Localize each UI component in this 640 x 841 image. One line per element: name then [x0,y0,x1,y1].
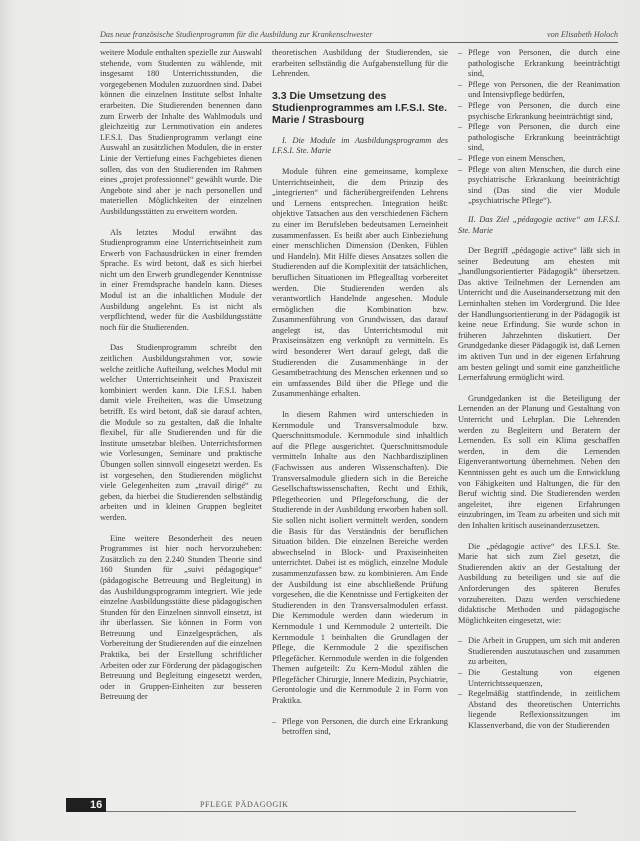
footer [66,798,576,812]
running-head-title: Das neue französische Studienprogramm für die Ausbildung zur Krankenschwester [100,30,373,39]
list-item: – Pflege von alten Menschen, die durch eine psychiatrische Erkrankung beeinträchtigt sind (Das sind die vier Module „psychiatrische Pflege“). [458,165,620,207]
list-item: – Pflege von Personen, die durch eine psychische Erkrankung beeinträchtigt sind, [458,101,620,122]
subsection-heading: I. Die Module im Ausbildungsprogramm des I.F.S.I. Ste. Marie [272,135,448,156]
paragraph: Module führen eine gemeinsame, komplexe Unterrichtseinheit, die dem Prinzip des „integrierten“ und fächerübergreifenden Lehrens und Lernens entsprechen. Integration heißt: objektive Tatsachen aus den verschiedenen Fächern zu einer im Berufsleben bedeutsamen Lerneinheit zusammenfassen. Es heißt aber auch Einbeziehung einer menschlichen Dimension (Denken, Fühlen und Handeln). Mit Hilfe dieses Ansatzes sollen die Studierenden auf die Komplexität der tatsächlichen, beruflichen Situationen im Pflegealltag vorbereitet werden. Die Studierenden werden als verantwortlich Handelnde angesehen. Module ermöglichen die Kombination bzw. Zusammenführung von Grundwissen, das darauf angelegt ist, das Unterrichtsmodul mit Praxiseinsätzen eng verknüpft zu vermitteln. Es wird besonderer Wert darauf gelegt, daß die Studierenden die Zusammenhänge in der Gesamtbetrachtung des Menschen erkennen und so ein umfassendes Bild über die Pflege und die Zusammenhänge erhalten. [272,166,448,399]
list-item: – Pflege von einem Menschen, [458,154,620,165]
paragraph: theoretischen Ausbildung der Studierenden, sie erarbeiten selbständig die Aufgabenstellung für die Lehrenden. [272,48,448,79]
column-3 [458,48,620,740]
running-head [100,30,618,43]
bullet-list [272,717,448,738]
paragraph: Grundgedanken ist die Beteiligung der Lernenden an der Planung und Gestaltung von Unterricht und Lehrplan. Die Lehrenden werden zu Begleitern und Beratern der Lernenden. Es soll ein Klima geschaffen werden, in dem die Lernenden Eigenverantwortung übernehmen. Neben den Kenntnissen geht es auch um die Entwicklung von Fähigkeiten und Haltungen, die für den Beruf wichtig sind. Die Studierenden werden angeleitet, ihre eigenen Erfahrungen einzubringen, im Team zu arbeiten und sich mit den Inhalten kritisch auseinanderzusetzen. [458,393,620,530]
list-item: – Pflege von Personen, die durch eine pathologische Erkrankung beeinträchtigt sind, [458,48,620,80]
paragraph: Der Begriff „pédagogie active“ läßt sich in seiner Bedeutung am ehesten mit „handlungsorientierter Pädagogik“ übersetzen. Das aktive Teilnehmen der Lernenden am Unterricht und die Auseinandersetzung mit den Lerninhalten stehen im Vordergrund. Die Idee der Handlungsorientierung in der Pädagogik ist keine neue Erfindung. Sie wurde schon in früheren Jahrzehnten diskutiert. Der Grundgedanke dieser Pädagogik ist, daß Lernen im aktiven Tun und in der eigenen Erfahrung am besten gelingt und somit eine ganzheitliche Lernerfahrung ermöglicht wird. [458,246,620,383]
section-heading: 3.3 Die Umsetzung des Studienprogrammes am I.F.S.I. Ste. Marie / Strasbourg [272,89,448,126]
list-item: – Pflege von Personen, die durch eine pathologische Erkrankung beeinträchtigt sind, [458,122,620,154]
column-1 [100,48,262,713]
journal-name: PFLEGE PÄDAGOGIK [200,800,289,809]
paragraph: In diesem Rahmen wird unterschieden in Kernmodule und Transversalmodule bzw. Querschnittsmodule. Kernmodule sind inhaltlich auf die Pflege ausgerichtet. Querschnittsmodule vermitteln Inhalte aus den Nachbardisziplinen (Fachwissen aus anderen Wissenschaften). Die Transversalmodule gliedern sich in die Bereiche Gesellschaftswissenschaften, Recht und Ethik, Pflegetheorien und Pflegeforschung, die der Studierende in der Ausbildung erworben haben soll. Sie sollen nicht isoliert vermittelt werden, sondern die Basis für das Verständnis der beruflichen Situation bilden. Die einzelnen Bereiche werden abwechselnd in Block- und Praxiseinheiten unterrichtet. Dabei ist es möglich, einzelne Module zusammenzufassen bzw. zu kombinieren. Am Ende der Ausbildung ist eine abschließende Prüfung vorgesehen, die die Kenntnisse und Fertigkeiten der Studierenden in den Transversalmodulen erfasst. Die Kernmodule werden dann wiederum in Kernmodule 1 und Kernmodule 2 unterteilt. Die Kernmodule 1 beinhalten die Grundlagen der Pflege, die Kernmodule 2 die spezifischen Pflegefächer. Kernmodule werden in die folgenden Themen aufgeteilt: Zu Kern-Modul zählen die Pflegefächer Chirurgie, Innere Medizin, Psychiatrie, Gerontologie und die Kernmodule 2 in Form von Praktika. [272,410,448,706]
page-number: 16 [90,799,103,811]
paragraph: weitere Module enthalten spezielle zur Auswahl stehende, vom Studenten zu wählende, mit insgesamt 180 Unterrichtsstunden, die vorgegebenen Modulen zuzuordnen sind. Dabei können die einzelnen Institute selbst Inhalte erarbeiten. Die Studierenden benennen dann zum Erwerb der Inhalte des Wahlmoduls und gleichzeitig zur Lernmotivation ein anderes I.F.S.I. Das Studienprogramm verlangt eine Auswahl an zusätzlichen Modulen, die in erster Linie der Vertiefung eines Fachgebietes dienen sollen, das von den Studierenden im Rahmen eines „projet professionnel“ gewählt wurde. Die Angebote sind aber je nach personellen und materiellen Möglichkeiten der einzelnen Ausbildungsstätten zu erweitern worden. [100,48,262,216]
paragraph: Als letztes Modul erwähnt das Studienprogramm eine Unterrichtseinheit zum Erwerb von Fachausdrücken in einer fremden Sprache. Es wird betont, daß es sich hierbei nicht um den Erwerb grundlegender Kenntnisse in einer Fremdsprache handeln kann. Dieses Modul ist an die inhaltlichen Module der Ausbildung angelehnt. Es ist nicht als verpflichtend, weder für die Ausbildungsstätte noch für die Studierenden. [100,227,262,332]
running-head-author: von Elisabeth Holoch [547,30,618,39]
footer-rule [106,811,576,812]
paragraph: Eine weitere Besonderheit des neuen Programmes ist hier noch hervorzuheben: Zusätzlich zu den 2.240 Stunden Theorie sind 160 Stunden für „suivi pédagogique“ (pädagogische Betreuung und Begleitung) in das Ausbildungsprogramm integriert. Wie jede einzelne Ausbildungsstätte diese pädagogischen Stunden für den Einzelnen sinnvoll einsetzt, ist ihr überlassen. Sie können in Form von Betreuung und Einzelgesprächen, als Vorbereitung der Studierenden auf die einzelnen Praktika, bei der Erstellung schriftlicher Arbeiten oder zur Förderung der pädagogischen Betreuung und Begleitung eingesetzt werden, oder in Gruppen-Einheiten zur besseren Betreuung der [100,533,262,702]
list-item: – Pflege von Personen, die der Reanimation und Intensivpflege bedürfen, [458,80,620,101]
list-item: – Die Arbeit in Gruppen, um sich mit anderen Studierenden auszutauschen und zusammen zu arbeiten, [458,636,620,668]
list-item: – Pflege von Personen, die durch eine Erkrankung betroffen sind, [272,717,448,738]
list-item: – Die Gestaltung von eigenen Unterrichtssequenzen, [458,668,620,689]
list-item: – Regelmäßig stattfindende, in zeitlichem Abstand des theoretischen Unterrichts liegende Reflexionssitzungen im Klassenverband, die von der Studierenden [458,689,620,731]
paragraph: Die „pédagogie active“ des I.F.S.I. Ste. Marie hat sich zum Ziel gesetzt, die Studierenden aktiv an der Gestaltung der Ausbildung zu beteiligen und sie auf die Anforderungen des späteren Berufes vorzubereiten. Dazu werden verschiedene didaktische Methoden und pädagogische Möglichkeiten eingesetzt, wie: [458,541,620,625]
paragraph: Das Studienprogramm schreibt den zeitlichen Ausbildungsrahmen vor, sowie welche zeitliche Aufteilung, welches Modul mit welcher Unterrichtseinheit und Praxiszeit kombiniert werden kann. Die I.F.S.I. haben damit viele Freiheiten, was die Umsetzung betrifft. Es wird betont, daß sie darauf achten, die Module so zu gestalten, daß die Inhalte flexibel, für alle Studierenden und für die Institute umsetzbar bleiben. Unterrichtsformen wie Vorlesungen, Seminare und praktische Übungen sollen sinnvoll eingesetzt werden. Es ist vorgesehen, den Studierenden möglichst viele Gelegenheiten zum „travail dirigé“ zu geben, da hierbei die Studierenden selbständig arbeiten und in kleinen Gruppen begleitet werden. [100,343,262,522]
column-2 [272,48,448,746]
bullet-list [458,48,620,207]
subsection-heading: II. Das Ziel „pédagogie active“ am I.F.S.I. Ste. Marie [458,214,620,235]
bullet-list [458,636,620,731]
